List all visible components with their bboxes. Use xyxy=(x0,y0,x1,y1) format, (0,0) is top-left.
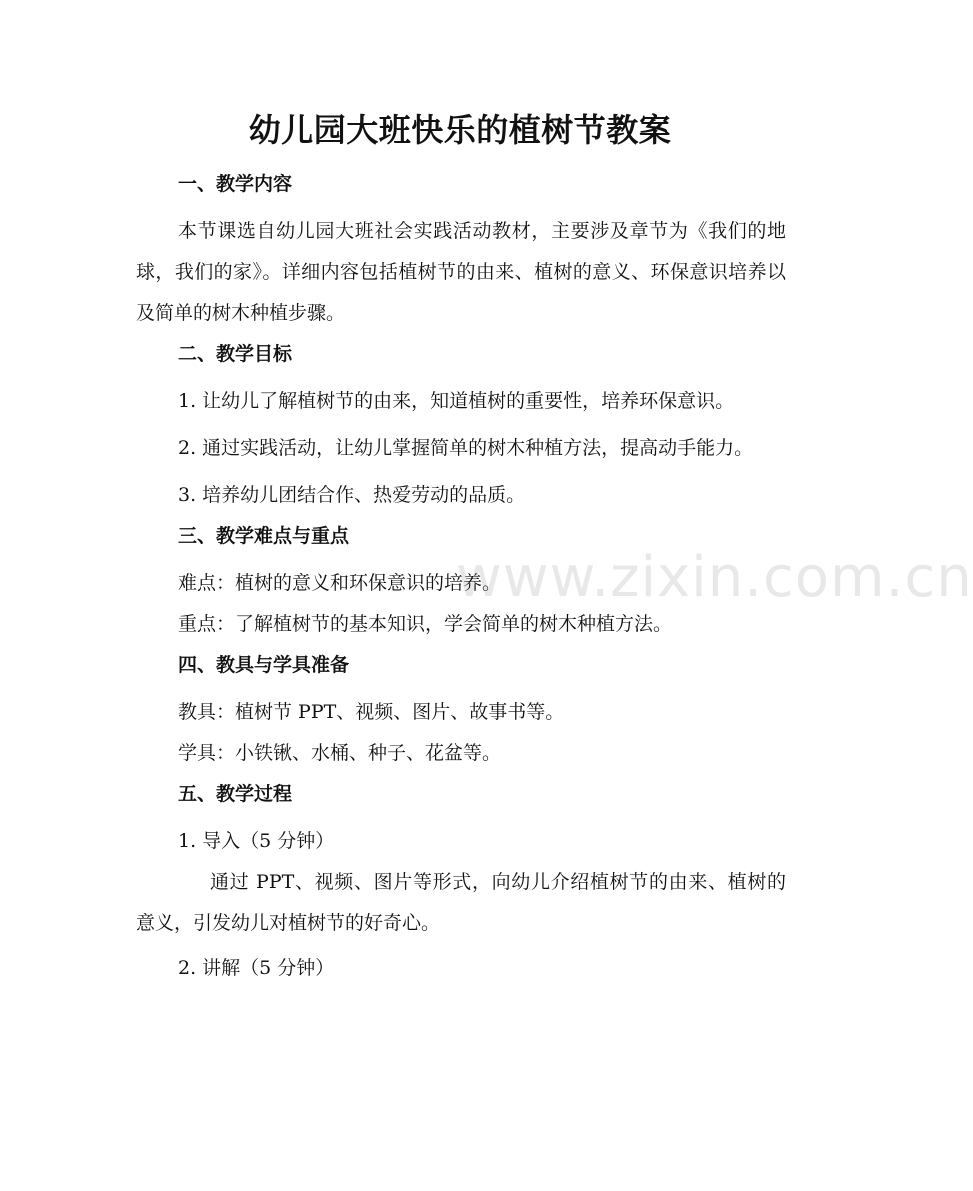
section-heading-difficulties: 三、教学难点与重点 xyxy=(178,525,350,547)
section-heading-materials: 四、教具与学具准备 xyxy=(178,654,350,676)
section-heading-content: 一、教学内容 xyxy=(178,173,293,195)
difficulty-text: 难点：植树的意义和环保意识的培养。 xyxy=(178,572,502,594)
student-materials-text: 学具：小铁锹、水桶、种子、花盆等。 xyxy=(178,742,502,764)
objective-item-2: 2. 通过实践活动，让幼儿掌握简单的树木种植方法，提高动手能力。 xyxy=(178,437,754,459)
process-step-2: 2. 讲解（5 分钟） xyxy=(178,957,335,979)
watermark-text: www.zixin.com.cn xyxy=(456,545,973,610)
teacher-materials-text: 教具：植树节 PPT、视频、图片、故事书等。 xyxy=(178,701,565,723)
section-heading-process: 五、教学过程 xyxy=(178,783,293,805)
content-paragraph: 本节课选自幼儿园大班社会实践活动教材，主要涉及章节为《我们的地球，我们的家》。详细内容包括植树节的由来、植树的意义、环保意识培养以及简单的树木种植步骤。 xyxy=(136,220,786,324)
document-title: 幼儿园大班快乐的植树节教案 xyxy=(248,111,672,149)
process-step-1: 1. 导入（5 分钟） xyxy=(178,830,335,852)
document-body xyxy=(136,170,786,989)
objective-item-3: 3. 培养幼儿团结合作、热爱劳动的品质。 xyxy=(178,484,526,506)
process-step-1-description: 通过 PPT、视频、图片等形式，向幼儿介绍植树节的由来、植树的意义，引发幼儿对植树节的好奇心。 xyxy=(136,871,786,934)
objective-item-1: 1. 让幼儿了解植树节的由来，知道植树的重要性，培养环保意识。 xyxy=(178,390,735,412)
section-heading-objectives: 二、教学目标 xyxy=(178,343,293,365)
key-point-text: 重点：了解植树节的基本知识，学会简单的树木种植方法。 xyxy=(178,613,673,635)
